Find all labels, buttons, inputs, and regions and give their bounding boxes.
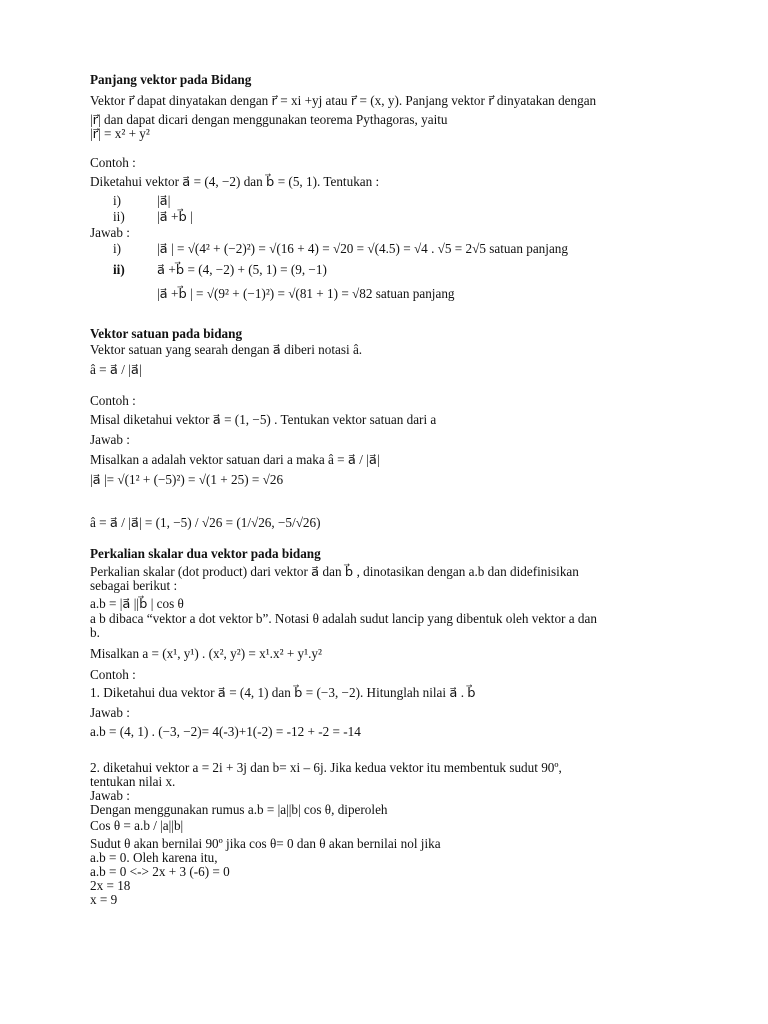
text-line: Sudut θ akan bernilai 90º jika cos θ= 0 dan θ akan bernilai nol jika [90,836,441,851]
heading-vektor-satuan: Vektor satuan pada bidang [90,326,243,341]
text-line: Vektor satuan yang searah dengan a⃗ diberi notasi â. [90,342,363,357]
contoh-label: Contoh : [90,667,136,682]
text-line: |r⃗| dan dapat dicari dengan menggunakan teorema Pythagoras, yaitu [90,112,448,127]
text-line: Dengan menggunakan rumus a.b = |a||b| cos θ, diperoleh [90,802,388,817]
text-line: Misal diketahui vektor a⃗ = (1, −5) . Tentukan vektor satuan dari a [90,412,437,427]
text-line: a.b = 0. Oleh karena itu, [90,850,218,865]
formula-line: 2x = 18 [90,878,131,893]
list-number: ii) [113,209,125,224]
contoh-label: Contoh : [90,393,136,408]
jawab-label: Jawab : [90,225,130,240]
contoh-label: Contoh : [90,155,136,170]
text-line: a b dibaca “vektor a dot vektor b”. Notasi θ adalah sudut lancip yang dibentuk oleh vektor a dan [90,611,597,626]
list-item: 2. diketahui vektor a = 2i + 3j dan b= xi – 6j. Jika kedua vektor itu membentuk sudut 90º, [90,760,562,775]
list-number: i) [113,193,122,208]
formula-line: â = a⃗ / |a⃗| [90,362,142,377]
formula-line: |a⃗ |= √(1² + (−5)²) = √(1 + 25) = √26 [90,472,284,487]
text-line: tentukan nilai x. [90,774,176,789]
formula-line: a.b = 0 <-> 2x + 3 (-6) = 0 [90,864,230,879]
formula-line: x = 9 [90,892,118,907]
list-item: |a⃗ +b⃗ | [157,209,193,224]
text-line: sebagai berikut : [90,578,178,593]
formula-line: a.b = (4, 1) . (−3, −2)= 4(-3)+1(-2) = -12 + -2 = -14 [90,724,361,739]
text-line: Diketahui vektor a⃗ = (4, −2) dan b⃗ = (5, 1). Tentukan : [90,174,380,189]
formula-line: |a⃗ | = √(4² + (−2)²) = √(16 + 4) = √20 = √(4.5) = √4 . √5 = 2√5 satuan panjang [157,241,568,256]
formula-line: Cos θ = a.b / |a||b| [90,818,184,833]
text-line: Misalkan a adalah vektor satuan dari a maka â = a⃗ / |a⃗| [90,452,380,467]
jawab-label: Jawab : [90,432,130,447]
formula-line: |a⃗ +b⃗ | = √(9² + (−1)²) = √(81 + 1) = √82 satuan panjang [157,286,455,301]
list-item: 1. Diketahui dua vektor a⃗ = (4, 1) dan b⃗ = (−3, −2). Hitunglah nilai a⃗ . b⃗ [90,685,476,700]
list-number: i) [113,241,122,256]
text-line: b. [90,625,100,640]
jawab-label: Jawab : [90,705,130,720]
formula-line: Misalkan a = (x¹, y¹) . (x², y²) = x¹.x² + y¹.y² [90,646,322,661]
text-line: Vektor r⃗ dapat dinyatakan dengan r⃗ = xi +yj atau r⃗ = (x, y). Panjang vektor r⃗ dinyatakan dengan [90,93,597,108]
jawab-label: Jawab : [90,788,130,803]
list-number: ii) [113,262,125,277]
heading-panjang-vektor: Panjang vektor pada Bidang [90,72,252,87]
heading-perkalian-skalar: Perkalian skalar dua vektor pada bidang [90,546,321,561]
formula-line: a.b = |a⃗ ||b⃗ | cos θ [90,596,184,611]
formula-line: a⃗ +b⃗ = (4, −2) + (5, 1) = (9, −1) [157,262,327,277]
formula-line: â = a⃗ / |a⃗| = (1, −5) / √26 = (1/√26, −5/√26) [90,515,321,530]
text-line: Perkalian skalar (dot product) dari vektor a⃗ dan b⃗ , dinotasikan dengan a.b dan didefinisikan [90,564,579,579]
list-item: |a⃗| [157,193,171,208]
formula-line: |r⃗| = x² + y² [90,126,150,141]
